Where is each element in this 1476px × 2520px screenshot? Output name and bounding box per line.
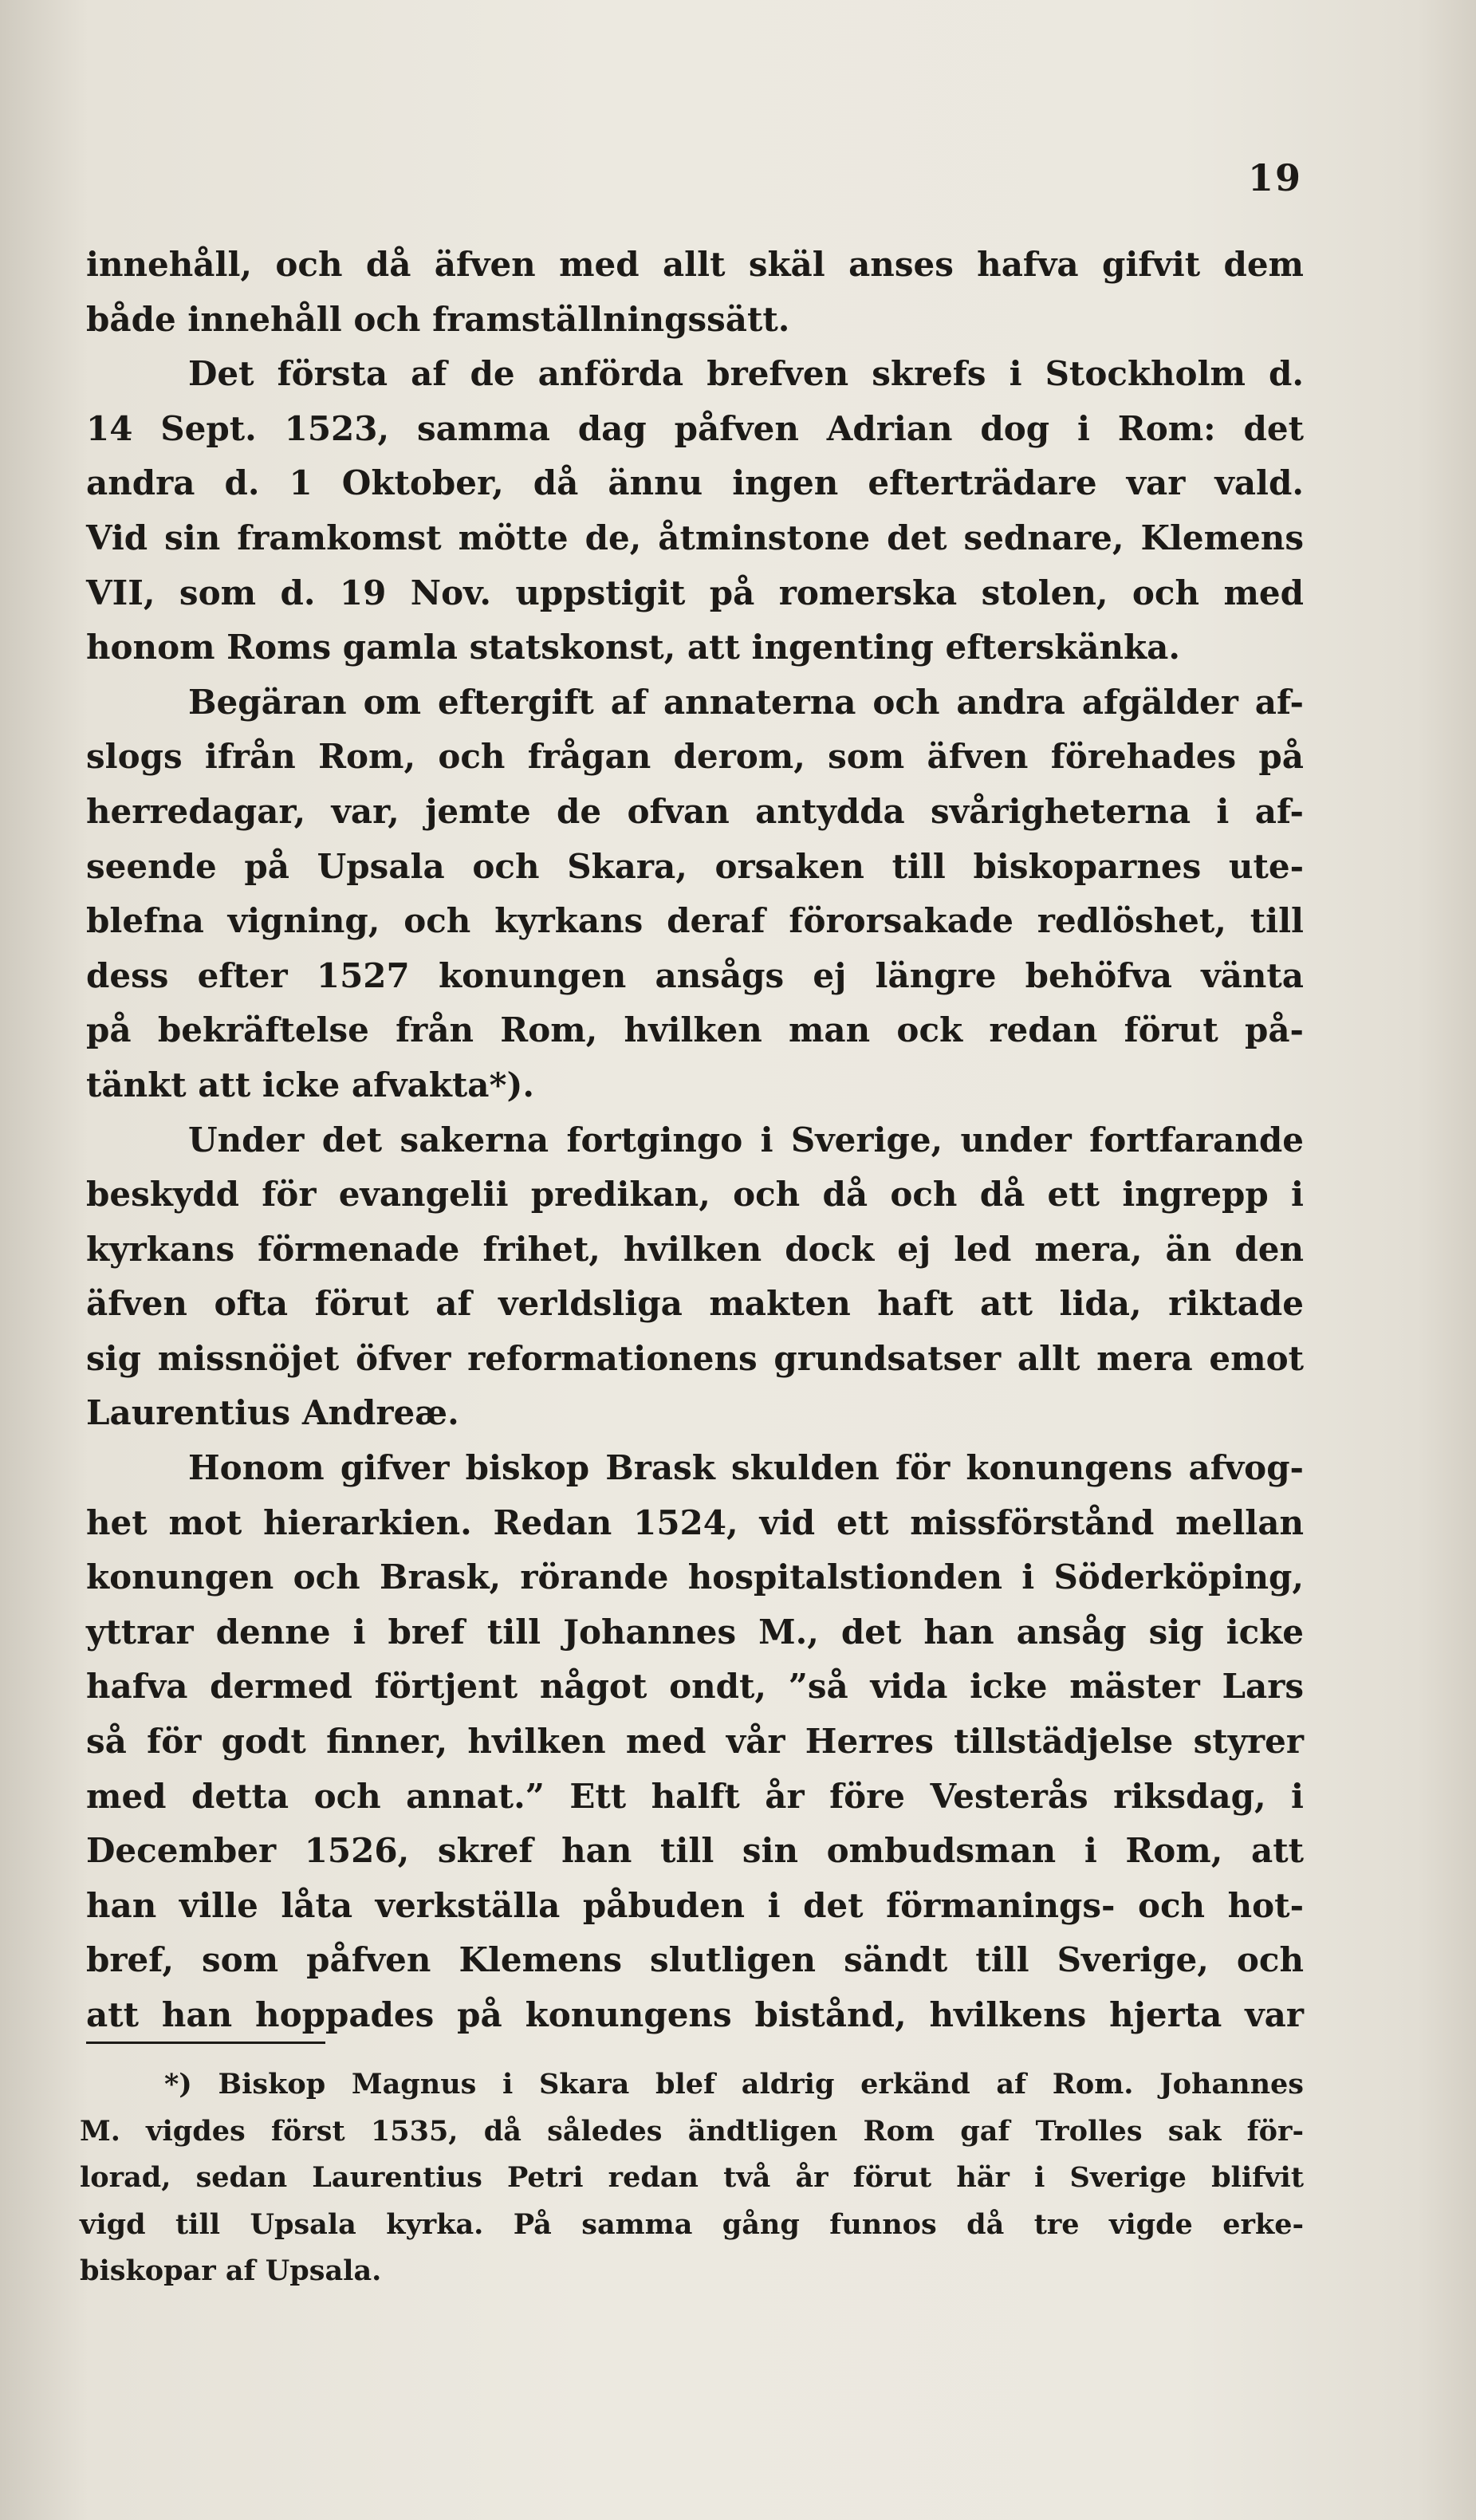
text-line: bref, som påfven Klemens slutligen sändt till Sverige, och [86, 1940, 1304, 1980]
text-line: konungen och Brask, rörande hospitalstionden i Söderköping, [86, 1557, 1304, 1597]
footnote [80, 2061, 1304, 2295]
text-line: Det första af de anförda brefven skrefs i Stockholm d. [188, 354, 1304, 394]
footnote-line: vigd till Upsala kyrka. På samma gång funnos då tre vigde erke- [80, 2207, 1304, 2241]
text-line: kyrkans förmenade frihet, hvilken dock ej led mera, än den [86, 1229, 1304, 1269]
text-line: het mot hierarkien. Redan 1524, vid ett missförstånd mellan [86, 1502, 1304, 1542]
text-line: yttrar denne i bref till Johannes M., det han ansåg sig icke [86, 1612, 1304, 1652]
text-line: så för godt finner, hvilken med vår Herres tillstädjelse styrer [86, 1722, 1304, 1762]
text-line: beskydd för evangelii predikan, och då och då ett ingrepp i [86, 1175, 1304, 1215]
text-line: innehåll, och då äfven med allt skäl anses hafva gifvit dem [86, 245, 1304, 284]
text-line: både innehåll och framställningssätt. [86, 299, 790, 339]
footnote-line: M. vigdes först 1535, då således ändtligen Rom gaf Trolles sak för- [80, 2114, 1304, 2148]
text-line: honom Roms gamla statskonst, att ingenting efterskänka. [86, 628, 1180, 667]
text-line: att han hoppades på konungens bistånd, hvilkens hjerta var [86, 1995, 1304, 2034]
text-line: December 1526, skref han till sin ombudsman i Rom, att [86, 1831, 1304, 1871]
text-line: Honom gifver biskop Brask skulden för konungens afvog- [188, 1448, 1304, 1488]
text-line: Vid sin framkomst mötte de, åtminstone det sednare, Klemens [86, 518, 1304, 557]
text-line: han ville låta verkställa påbuden i det förmanings- och hot- [86, 1885, 1304, 1925]
text-line: Laurentius Andreæ. [86, 1393, 459, 1433]
text-line: VII, som d. 19 Nov. uppstigit på romerska stolen, och med [86, 573, 1304, 612]
text-line: dess efter 1527 konungen ansågs ej längre behöfva vänta [86, 955, 1304, 995]
text-line: Under det sakerna fortgingo i Sverige, under fortfarande [188, 1120, 1304, 1160]
text-line: på bekräftelse från Rom, hvilken man ock redan förut på- [86, 1010, 1304, 1050]
text-line: slogs ifrån Rom, och frågan derom, som äfven förehades på [86, 737, 1304, 777]
text-line: blefna vigning, och kyrkans deraf förorsakade redlöshet, till [86, 901, 1304, 941]
footnote-divider [86, 2042, 325, 2044]
text-line: Begäran om eftergift af annaterna och andra afgälder af- [188, 682, 1304, 722]
text-line: sig missnöjet öfver reformationens grundsatser allt mera emot [86, 1338, 1304, 1378]
footnote-line: lorad, sedan Laurentius Petri redan två år förut här i Sverige blifvit [80, 2161, 1304, 2194]
footnote-line: biskopar af Upsala. [80, 2254, 382, 2287]
text-line: seende på Upsala och Skara, orsaken till biskoparnes ute- [86, 846, 1304, 886]
text-line: andra d. 1 Oktober, då ännu ingen efterträdare var vald. [86, 463, 1304, 503]
text-line: 14 Sept. 1523, samma dag påfven Adrian dog i Rom: det [86, 408, 1304, 448]
text-line: hafva dermed förtjent något ondt, ”så vida icke mäster Lars [86, 1667, 1304, 1707]
text-line: tänkt att icke afvakta*). [86, 1065, 534, 1104]
text-line: med detta och annat.” Ett halft år före Vesterås riksdag, i [86, 1776, 1304, 1816]
main-text [86, 238, 1304, 2043]
page-number: 19 [1247, 156, 1302, 199]
text-line: äfven ofta förut af verldsliga makten haft att lida, riktade [86, 1284, 1304, 1324]
footnote-line: *) Biskop Magnus i Skara blef aldrig erkänd af Rom. Johannes [164, 2068, 1304, 2101]
text-line: herredagar, var, jemte de ofvan antydda svårigheterna i af- [86, 791, 1304, 831]
